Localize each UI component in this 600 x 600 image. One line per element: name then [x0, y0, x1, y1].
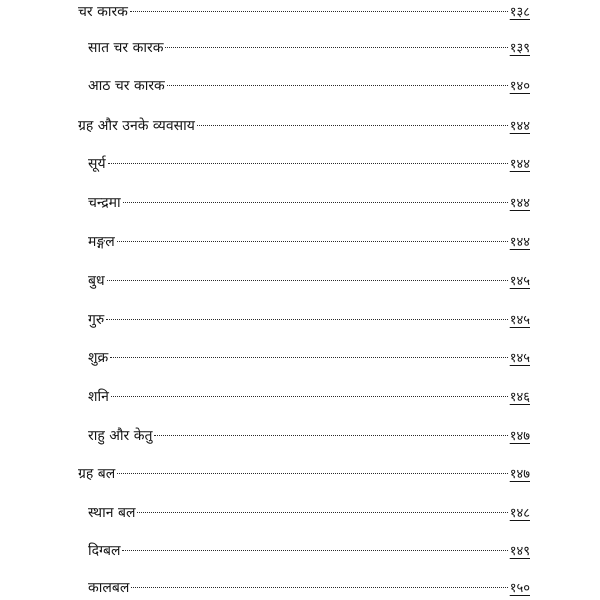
toc-dot-leader	[130, 11, 508, 12]
toc-subentry[interactable]	[88, 191, 530, 215]
toc-entry-page: १३८	[509, 5, 530, 20]
toc-entry-title: चर कारक	[78, 4, 128, 20]
toc-entry-title: ग्रह और उनके व्यवसाय	[78, 118, 195, 134]
toc-subentry[interactable]	[88, 36, 530, 60]
toc-entry-page: १४४	[509, 157, 530, 172]
toc-dot-leader	[154, 435, 507, 436]
toc-dot-leader	[107, 280, 508, 281]
toc-entry-page: १४५	[509, 351, 530, 366]
toc-subentry[interactable]	[88, 539, 530, 563]
toc-entry-title: मङ्गल	[88, 234, 115, 250]
toc-dot-leader	[106, 319, 507, 320]
toc-dot-leader	[122, 550, 507, 551]
toc-dot-leader	[131, 587, 507, 588]
toc-subentry[interactable]	[88, 424, 530, 448]
toc-entry-title: स्थान बल	[88, 505, 136, 521]
toc-subentry[interactable]	[88, 152, 530, 176]
toc-entry[interactable]	[78, 462, 530, 486]
toc-entry-title: कालबल	[88, 580, 130, 596]
toc-dot-leader	[111, 396, 508, 397]
toc-entry-title: शुक्र	[88, 350, 109, 366]
toc-dot-leader	[165, 47, 507, 48]
toc-dot-leader	[117, 241, 508, 242]
toc-entry-page: १५०	[509, 581, 530, 596]
toc-entry-title: आठ चर कारक	[88, 78, 165, 94]
toc-subentry[interactable]	[88, 385, 530, 409]
toc-entry-title: गुरु	[88, 312, 105, 328]
toc-entry[interactable]	[78, 114, 530, 138]
toc-entry-title: दिग्बल	[88, 543, 121, 559]
toc-entry-title: शनि	[88, 389, 109, 405]
toc-dot-leader	[108, 163, 508, 164]
toc-entry-page: १४७	[509, 429, 530, 444]
toc-dot-leader	[110, 357, 507, 358]
toc-subentry[interactable]	[88, 74, 530, 98]
toc-entry-page: १४५	[509, 274, 530, 289]
toc-entry-title: चन्द्रमा	[88, 195, 121, 211]
toc-dot-leader	[137, 512, 507, 513]
toc-entry[interactable]	[78, 0, 530, 24]
toc-entry-page: १४०	[509, 79, 530, 94]
toc-subentry[interactable]	[88, 576, 530, 600]
toc-entry-page: १४७	[509, 467, 530, 482]
toc-entry-page: १४५	[509, 313, 530, 328]
toc-subentry[interactable]	[88, 308, 530, 332]
toc-entry-page: १४९	[509, 544, 530, 559]
toc-dot-leader	[117, 473, 507, 474]
toc-subentry[interactable]	[88, 501, 530, 525]
toc-entry-page: १४६	[509, 390, 530, 405]
toc-entry-page: १४४	[509, 119, 530, 134]
toc-entry-title: ग्रह बल	[78, 466, 116, 482]
toc-dot-leader	[197, 125, 508, 126]
toc-subentry[interactable]	[88, 269, 530, 293]
toc-dot-leader	[123, 202, 508, 203]
toc-entry-page: १४८	[509, 506, 530, 521]
toc-entry-title: सूर्य	[88, 156, 106, 172]
toc-entry-title: सात चर कारक	[88, 40, 164, 56]
toc-entry-page: १४४	[509, 235, 530, 250]
toc-subentry[interactable]	[88, 230, 530, 254]
toc-entry-title: राहु और केतु	[88, 428, 153, 444]
toc-entry-title: बुध	[88, 273, 105, 289]
toc-dot-leader	[167, 85, 508, 86]
toc-entry-page: १४४	[509, 196, 530, 211]
toc-subentry[interactable]	[88, 346, 530, 370]
toc-entry-page: १३९	[509, 41, 530, 56]
